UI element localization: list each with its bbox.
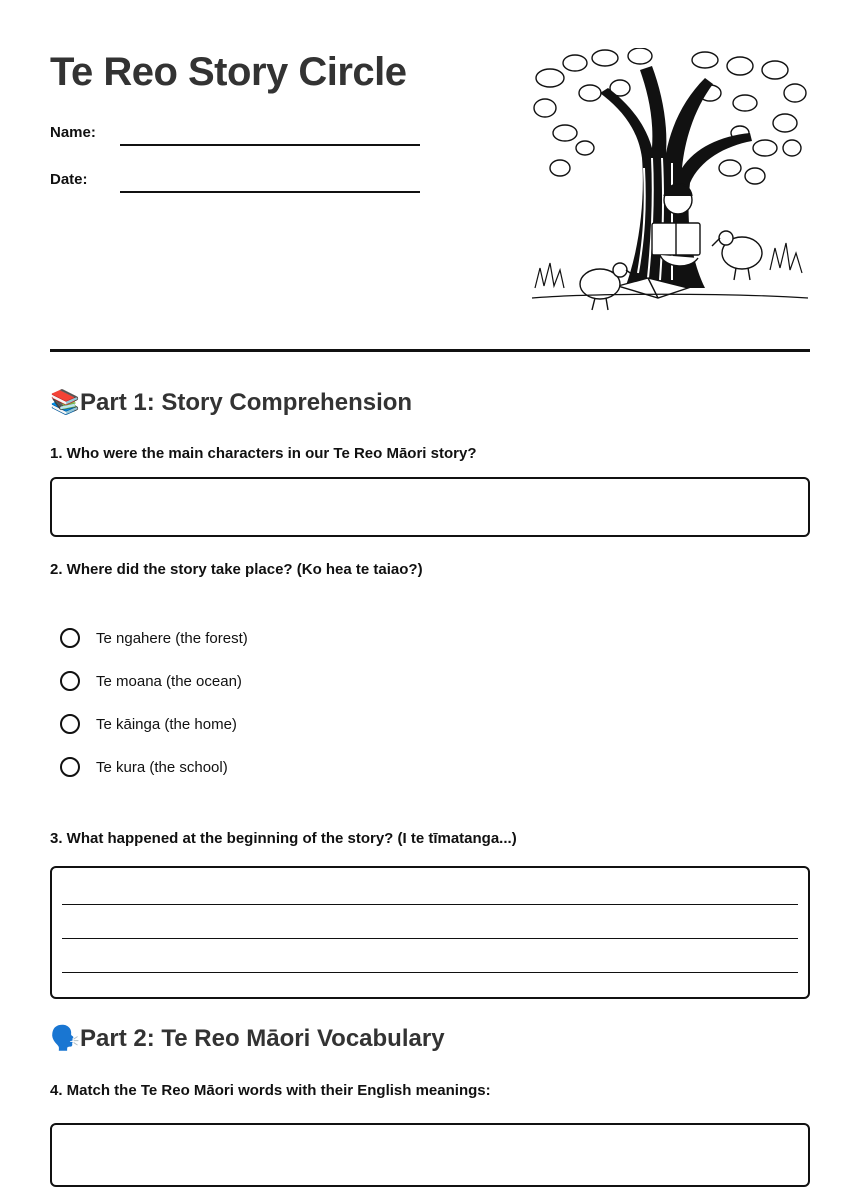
part1-title: Part 1: Story Comprehension [80, 389, 413, 416]
tree-reading-illustration [530, 48, 810, 316]
option-home[interactable] [60, 712, 237, 736]
name-line [120, 116, 420, 146]
writing-line [62, 972, 798, 973]
date-label: Date: [50, 171, 88, 188]
option-ocean[interactable] [60, 669, 242, 693]
date-field [50, 163, 420, 193]
writing-line [62, 904, 798, 905]
kiwi-bird-right [712, 231, 762, 280]
answer-box-3[interactable] [50, 866, 810, 999]
radio-button[interactable] [60, 757, 80, 777]
section-divider [50, 349, 810, 352]
question-2: 2. Where did the story take place? (Ko hea te taiao?) [50, 561, 423, 578]
part1-heading [50, 388, 412, 417]
option-forest[interactable] [60, 626, 248, 650]
option-school[interactable] [60, 755, 228, 779]
radio-button[interactable] [60, 671, 80, 691]
answer-box-1[interactable] [50, 477, 810, 537]
option-label: Te kura (the school) [96, 758, 228, 776]
name-label: Name: [50, 124, 96, 141]
date-line [120, 163, 420, 193]
question-1: 1. Who were the main characters in our Te Reo Māori story? [50, 445, 477, 462]
writing-line [62, 938, 798, 939]
part2-title: Part 2: Te Reo Māori Vocabulary [80, 1025, 445, 1052]
speaking-head-icon: 🗣️ [50, 1025, 80, 1052]
page-title: Te Reo Story Circle [50, 50, 407, 94]
question-4: 4. Match the Te Reo Māori words with their English meanings: [50, 1082, 491, 1099]
option-label: Te ngahere (the forest) [96, 629, 248, 647]
option-label: Te moana (the ocean) [96, 672, 242, 690]
books-icon: 📚 [50, 389, 80, 416]
answer-input-1[interactable] [70, 497, 794, 516]
radio-button[interactable] [60, 628, 80, 648]
date-input[interactable] [120, 163, 424, 191]
option-label: Te kāinga (the home) [96, 715, 237, 733]
name-input[interactable] [120, 116, 424, 144]
part2-heading [50, 1024, 445, 1053]
name-field [50, 116, 420, 146]
question-3: 3. What happened at the beginning of the story? (I te tīmatanga...) [50, 830, 517, 847]
answer-box-4[interactable] [50, 1123, 810, 1187]
radio-button[interactable] [60, 714, 80, 734]
